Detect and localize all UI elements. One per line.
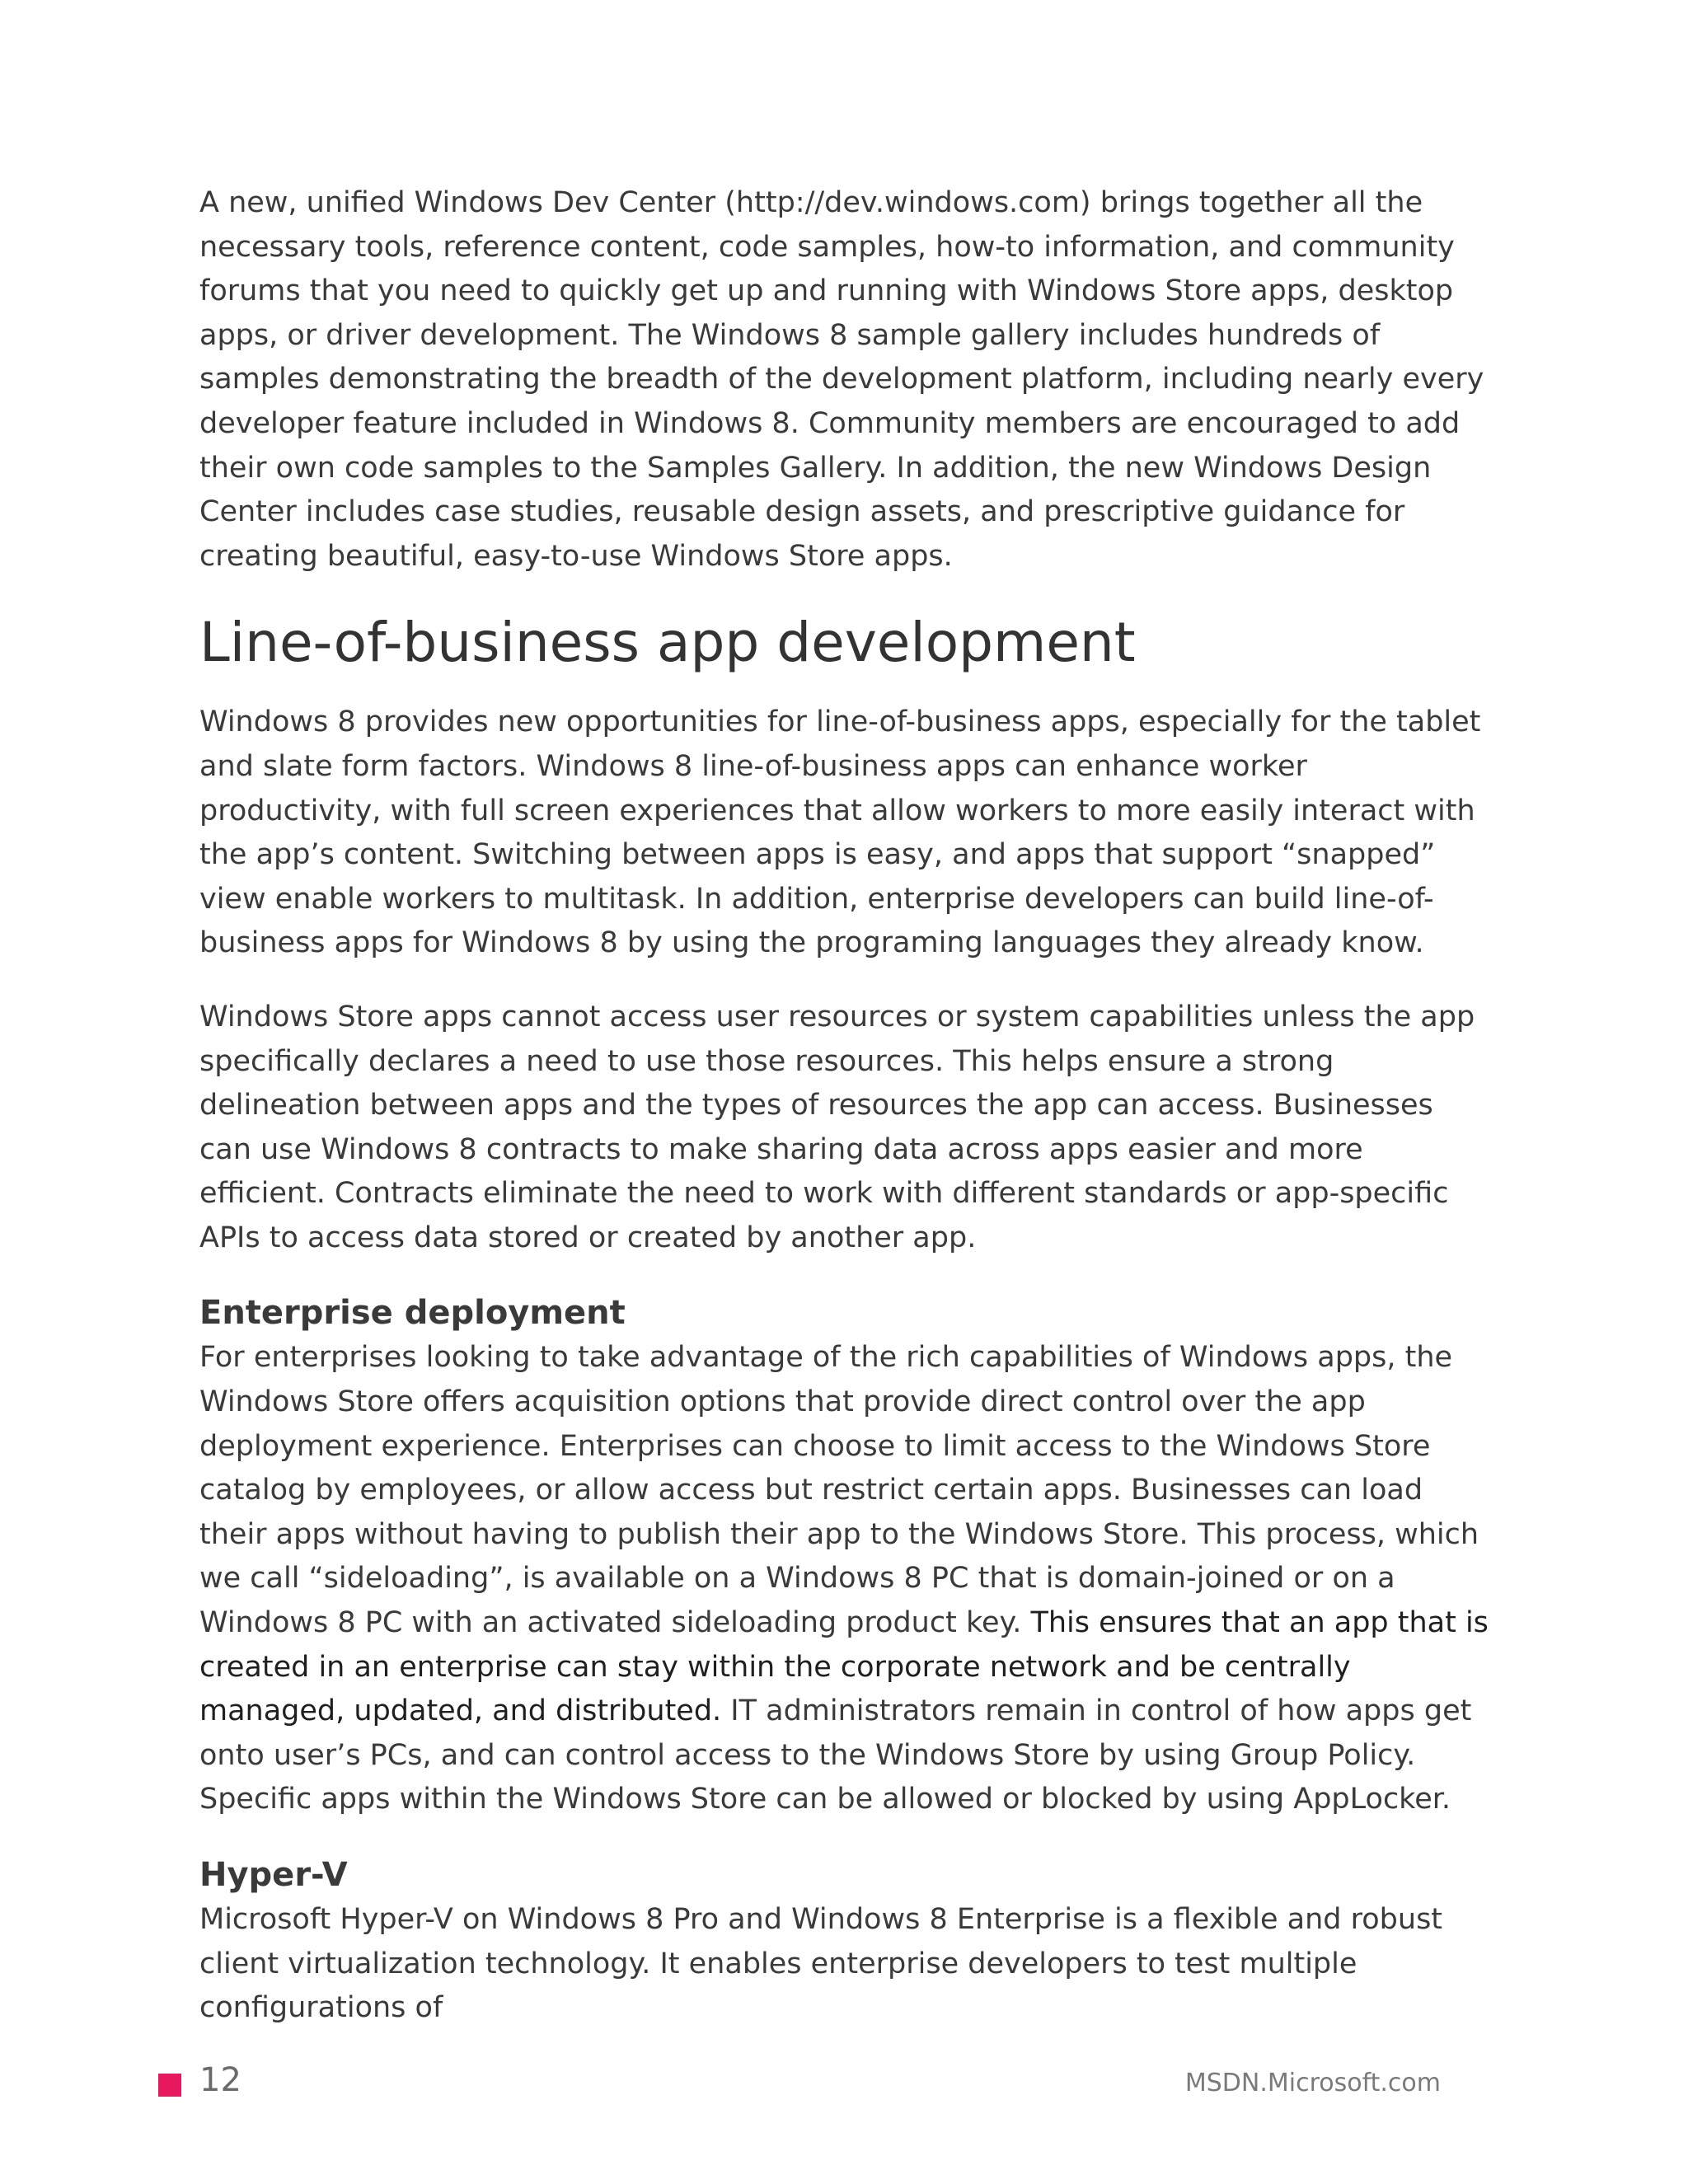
hyperv-paragraph: Microsoft Hyper-V on Windows 8 Pro and Windows 8 Enterprise is a flexible and robust client virtualization technology. It enables enterprise developers to test multiple configurations of <box>199 1903 1443 2025</box>
enterprise-text-after: IT administrators remain in control of how apps get onto user’s PCs, and can control access to the Windows Store by using Group Policy. Specific apps within the Windows Store can be allowed or blocked by using AppLocker. <box>199 1694 1472 1816</box>
page-content <box>199 181 1493 2031</box>
enterprise-text-before: For enterprises looking to take advantage of the rich capabilities of Windows apps, the Windows Store offers acquisition options that provide direct control over the app deployment experience. Enterprises can choose to limit access to the Windows Store catalog by employees, or allow access but restrict certain apps. Businesses can load their apps without having to publish their app to the Windows Store. This process, which we call “sideloading”, is available on a Windows 8 PC that is domain-joined or on a Windows 8 PC with an activated sideloading product key. <box>199 1341 1479 1640</box>
subheading-enterprise-deployment: Enterprise deployment <box>199 1294 626 1333</box>
subheading-hyper-v: Hyper-V <box>199 1856 348 1894</box>
enterprise-text-emphasis: This ensures that an app that is created in an enterprise can stay within the corporate network and be centrally managed, updated, and distributed. <box>199 1606 1489 1728</box>
lob-paragraph-1: Windows 8 provides new opportunities for line-of-business apps, especially for the tablet and slate form factors. Windows 8 line-of-business apps can enhance worker productivity, with full screen experiences that allow workers to more easily interact with the app’s content. Switching between apps is easy, and apps that support “snapped” view enable workers to multitask. In addition, enterprise developers can build line-of-business apps for Windows 8 by using the programing languages they already know. <box>199 705 1481 960</box>
page-number: 12 <box>199 2061 241 2099</box>
lob-paragraph-2: Windows Store apps cannot access user resources or system capabilities unless the app specifically declares a need to use those resources. This helps ensure a strong delineation between apps and the types of resources the app can access. Businesses can use Windows 8 contracts to make sharing data across apps easier and more efficient. Contracts eliminate the need to work with different standards or app-specific APIs to access data stored or created by another app. <box>199 1000 1475 1254</box>
enterprise-paragraph <box>199 1336 1493 1822</box>
intro-paragraph: A new, unified Windows Dev Center (http://dev.windows.com) brings together all the necessary tools, reference content, code samples, how-to information, and community forums that you need to quickly get up and running with Windows Store apps, desktop apps, or driver development. The Windows 8 sample gallery includes hundreds of samples demonstrating the breadth of the development platform, including nearly every developer feature included in Windows 8. Community members are encouraged to add their own code samples to the Samples Gallery. In addition, the new Windows Design Center includes case studies, reusable design assets, and prescriptive guidance for creating beautiful, easy-to-use Windows Store apps. <box>199 186 1484 573</box>
footer-site-link: MSDN.Microsoft.com <box>1184 2069 1441 2097</box>
section-heading-line-of-business: Line-of-business app development <box>199 611 1136 675</box>
footer-accent-square <box>158 2074 181 2097</box>
